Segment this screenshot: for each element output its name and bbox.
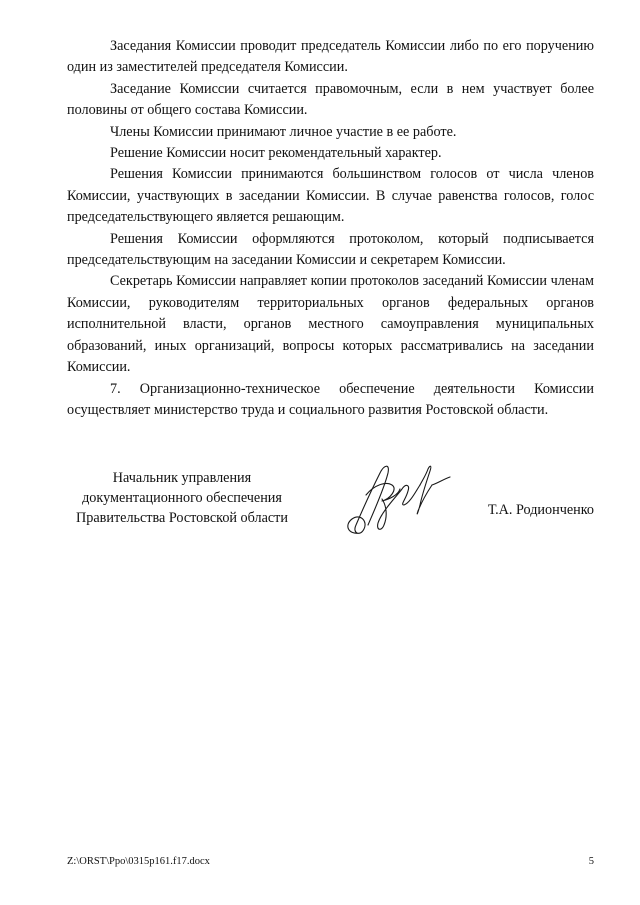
document-body: [67, 36, 594, 421]
signer-position-line-2: документационного обеспечения: [82, 490, 282, 506]
paragraph-protocol: Решения Комиссии оформляются протоколом, который подписывается председательствующим на заседании Комиссии и секретарем Комиссии.: [67, 230, 594, 269]
paragraph-secretary-copies: Секретарь Комиссии направляет копии протоколов заседаний Комиссии членам Комиссии, руководителям территориальных органов федеральных органов исполнительной власти, органов местного самоуправления муниципальных образований, иных организаций, вопросы которых рассматривались на заседании Комиссии.: [67, 273, 594, 376]
paragraph-advisory-nature: Решение Комиссии носит рекомендательный характер.: [110, 145, 442, 162]
signer-position-line-3: Правительства Ростовской области: [76, 510, 288, 526]
paragraph-personal-participation: Члены Комиссии принимают личное участие в ее работе.: [110, 123, 457, 140]
paragraph-organizational-support: 7. Организационно-техническое обеспечение деятельности Комиссии осуществляет министерство труда и социального развития Ростовской области.: [67, 380, 594, 418]
footer-file-path: Z:\ORST\Ppo\0315p161.f17.docx: [67, 856, 210, 867]
page-number: 5: [588, 856, 594, 867]
signer-position-line-1: Начальник управления: [112, 470, 252, 486]
handwritten-signature: [338, 455, 458, 545]
signer-name: Т.А. Родионченко: [487, 502, 594, 518]
paragraph-chair-conducts: Заседания Комиссии проводит председатель Комиссии либо по его поручению один из заместителей председателя Комиссии.: [67, 38, 594, 76]
signer-position: [62, 468, 302, 528]
paragraph-quorum: Заседание Комиссии считается правомочным, если в нем участвует более половины от общего состава Комиссии.: [67, 80, 594, 119]
paragraph-majority-vote: Решения Комиссии принимаются большинством голосов от числа членов Комиссии, участвующих в заседании Комиссии. В случае равенства голосов, голос председательствующего является решающим.: [67, 166, 594, 226]
